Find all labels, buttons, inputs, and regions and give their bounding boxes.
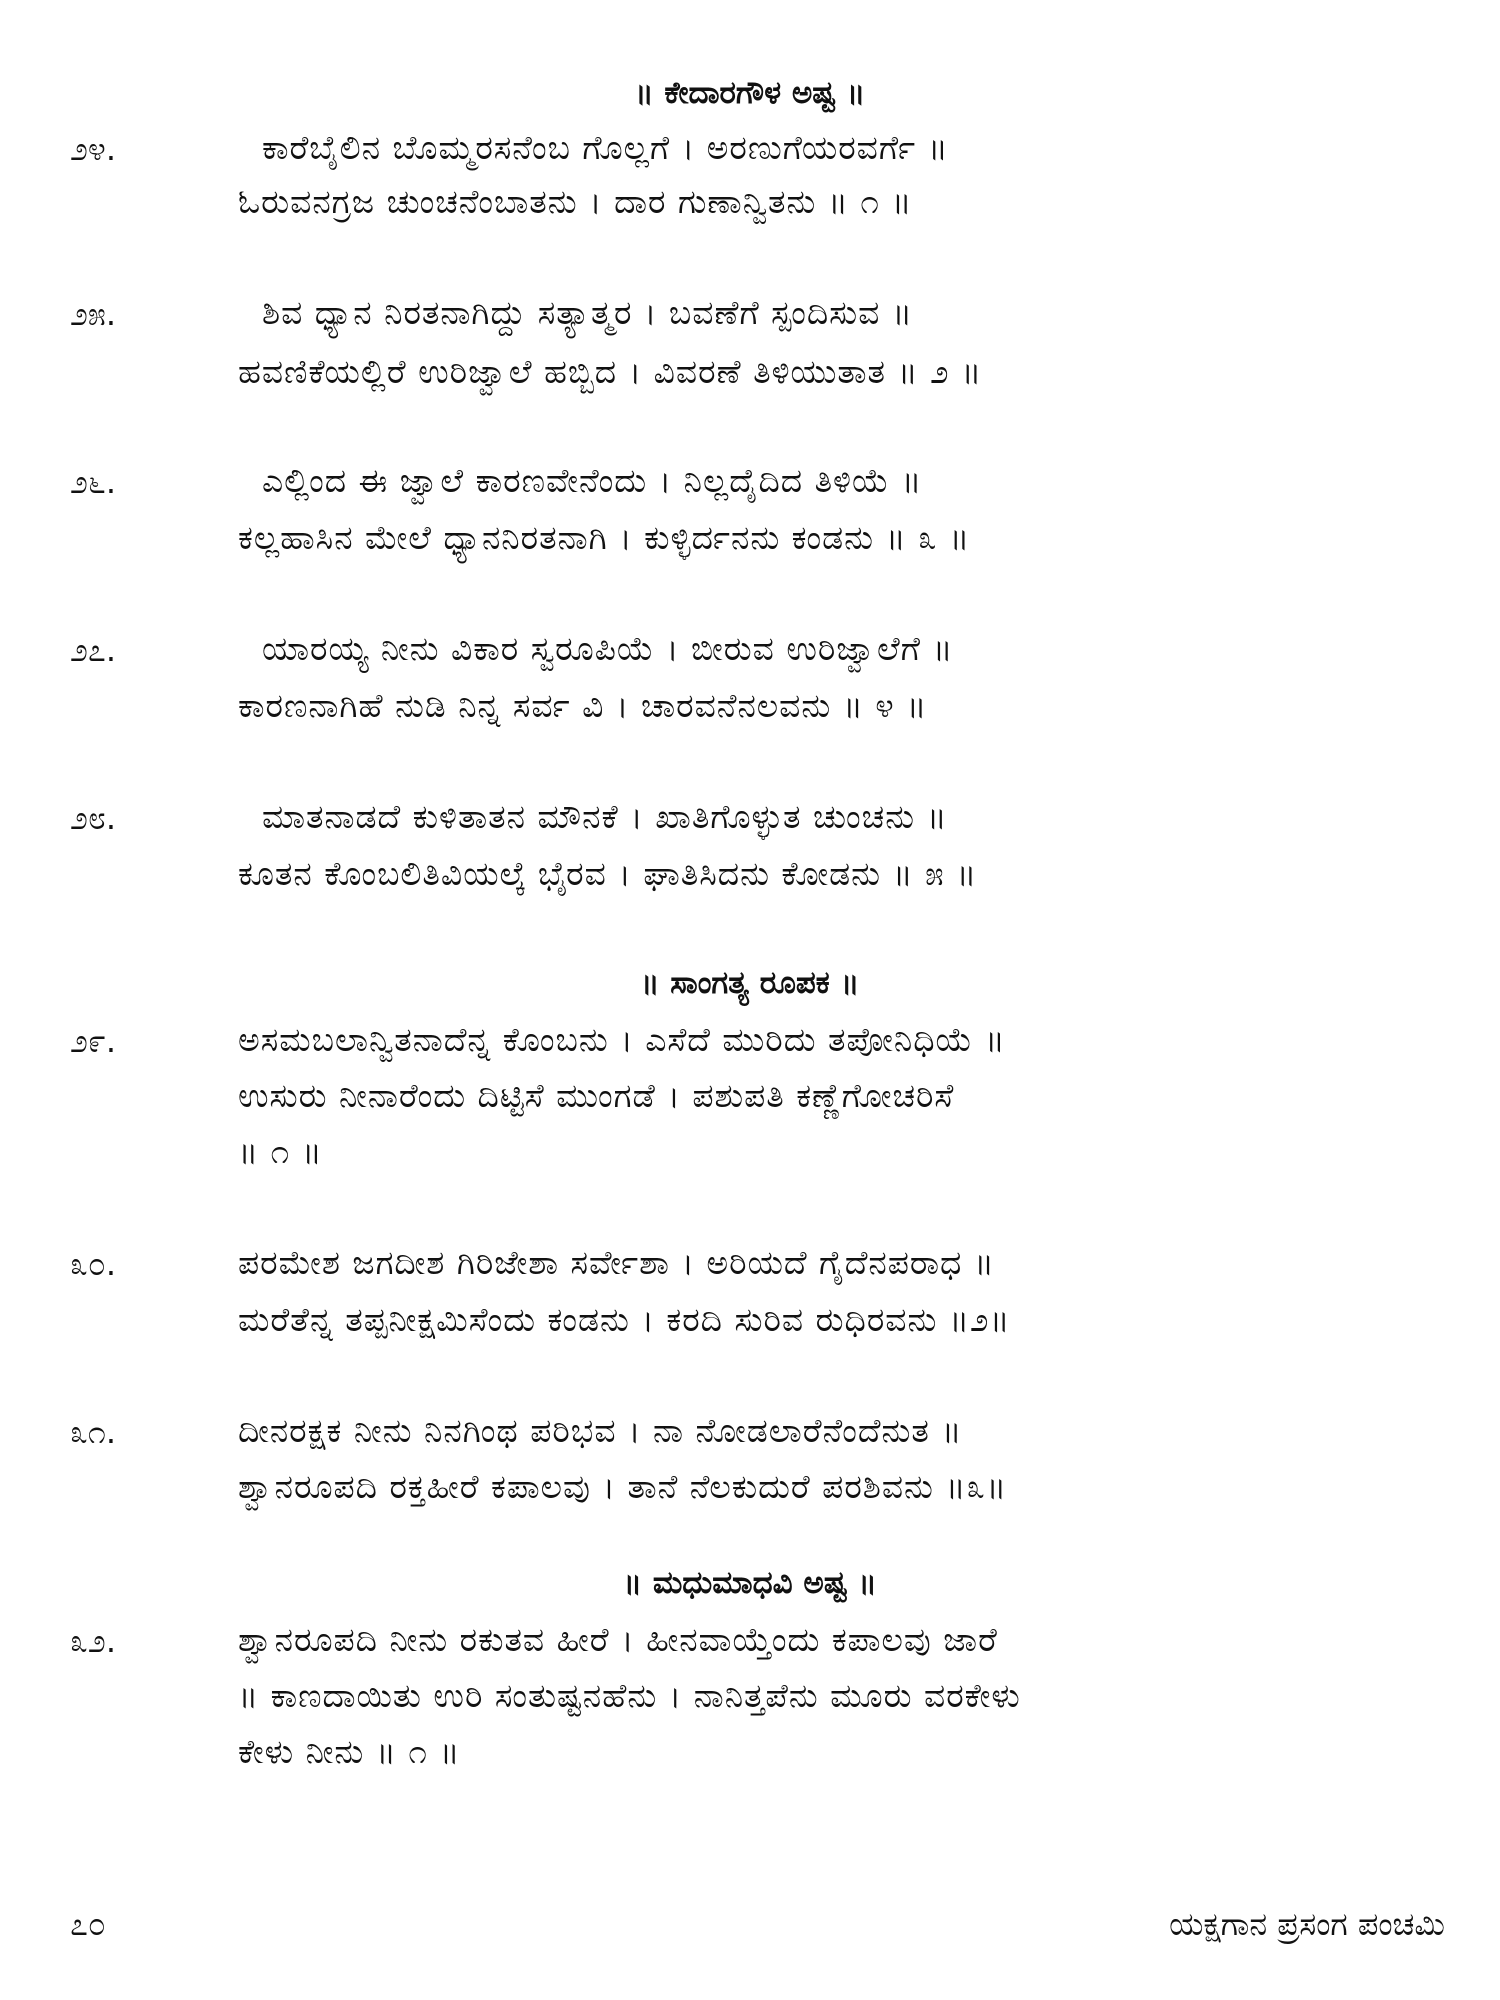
verse-line: ಓರುವನಗ್ರಜ ಚುಂಚನೆಂಬಾತನು । ದಾರ ಗುಣಾನ್ವಿತನು ॥ ೧ ॥: [238, 182, 913, 221]
verse-number: ೩೨.: [70, 1622, 117, 1660]
verse-line: ಎಲ್ಲಿಂದ ಈ ಜ್ವಾಲೆ ಕಾರಣವೇನೆಂದು । ನಿಲ್ಲದೈದಿದ ತಿಳಿಯೆ ॥: [262, 461, 923, 500]
verse-line: ಮರೆತೆನ್ನ ತಪ್ಪನೀಕ್ಷಮಿಸೆಂದು ಕಂಡನು । ಕರದಿ ಸುರಿವ ರುಧಿರವನು ॥೨॥: [238, 1300, 1011, 1339]
section-heading-madhumadhavi: ॥ ಮಧುಮಾಧವಿ ಅಷ್ಟ ॥: [623, 1565, 877, 1601]
verse-line: ॥ ೧ ॥: [238, 1132, 323, 1171]
verse-line: ಕಲ್ಲಹಾಸಿನ ಮೇಲೆ ಧ್ಯಾನನಿರತನಾಗಿ । ಕುಳ್ಳಿರ್ದನನು ಕಂಡನು ॥ ೩ ॥: [238, 518, 971, 557]
verse-line: ಶಿವ ಧ್ಯಾನ ನಿರತನಾಗಿದ್ದು ಸತ್ಯಾತ್ಮರ । ಬವಣೆಗೆ ಸ್ಪಂದಿಸುವ ॥: [262, 293, 913, 332]
verse-number: ೩೦.: [70, 1245, 117, 1283]
verse-number: ೨೪.: [70, 130, 117, 168]
verse-line: ಅಸಮಬಲಾನ್ವಿತನಾದೆನ್ನ ಕೊಂಬನು । ಎಸೆದೆ ಮುರಿದು ತಪೋನಿಧಿಯೆ ॥: [238, 1020, 1006, 1059]
verse-number: ೩೧.: [70, 1413, 117, 1451]
verse-number: ೨೬.: [70, 463, 117, 501]
page-number: ೭೦: [70, 1905, 106, 1943]
section-heading-sangatya: ॥ ಸಾಂಗತ್ಯ ರೂಪಕ ॥: [640, 965, 860, 1001]
book-title: ಯಕ್ಷಗಾನ ಪ್ರಸಂಗ ಪಂಚಮಿ: [1169, 1905, 1445, 1943]
verse-line: ಶ್ವಾನರೂಪದಿ ನೀನು ರಕುತವ ಹೀರೆ । ಹೀನವಾಯ್ತೆಂದು ಕಪಾಲವು ಜಾರೆ: [238, 1620, 998, 1659]
verse-line: ಯಾರಯ್ಯ ನೀನು ವಿಕಾರ ಸ್ವರೂಪಿಯೆ । ಬೀರುವ ಉರಿಜ್ವಾಲೆಗೆ ॥: [262, 629, 954, 668]
verse-line: ಶ್ವಾನರೂಪದಿ ರಕ್ತಹೀರೆ ಕಪಾಲವು । ತಾನೆ ನೆಲಕುದುರೆ ಪರಶಿವನು ॥೩॥: [238, 1467, 1008, 1506]
verse-line: ಉಸುರು ನೀನಾರೆಂದು ದಿಟ್ಟಿಸೆ ಮುಂಗಡೆ । ಪಶುಪತಿ ಕಣ್ಣೆಗೋಚರಿಸೆ: [238, 1076, 955, 1115]
verse-number: ೨೮.: [70, 799, 117, 837]
verse-line: ಕಾರೆಬೈಲಿನ ಬೊಮ್ಮರಸನೆಂಬ ಗೊಲ್ಲಗೆ । ಅರಣುಗೆಯರವರ್ಗೆ ॥: [262, 128, 949, 167]
verse-line: ಮಾತನಾಡದೆ ಕುಳಿತಾತನ ಮೌನಕೆ । ಖಾತಿಗೊಳ್ಳುತ ಚುಂಚನು ॥: [262, 797, 948, 836]
verse-line: ಕೂತನ ಕೊಂಬಲಿತಿವಿಯಲ್ಕೆ ಭೈರವ । ಘಾತಿಸಿದನು ಕೋಡನು ॥ ೫ ॥: [238, 854, 978, 893]
verse-line: ॥ ಕಾಣದಾಯಿತು ಉರಿ ಸಂತುಷ್ಟನಹೆನು । ನಾನಿತ್ತಪೆನು ಮೂರು ವರಕೇಳು: [238, 1676, 1021, 1715]
section-heading-kedaragaula: ॥ ಕೇದಾರಗೌಳ ಅಷ್ಟ ॥: [634, 75, 866, 111]
verse-line: ಹವಣಿಕೆಯಲ್ಲಿರೆ ಉರಿಜ್ವಾಲೆ ಹಬ್ಬಿದ । ವಿವರಣೆ ತಿಳಿಯುತಾತ ॥ ೨ ॥: [238, 352, 983, 391]
verse-line: ಪರಮೇಶ ಜಗದೀಶ ಗಿರಿಜೇಶಾ ಸರ್ವೇಶಾ । ಅರಿಯದೆ ಗೈದೆನಪರಾಧ ॥: [238, 1243, 995, 1282]
verse-line: ಕೇಳು ನೀನು ॥ ೧ ॥: [238, 1732, 461, 1771]
verse-number: ೨೭.: [70, 631, 117, 669]
verse-line: ದೀನರಕ್ಷಕ ನೀನು ನಿನಗಿಂಥ ಪರಿಭವ । ನಾ ನೋಡಲಾರೆನೆಂದೆನುತ ॥: [238, 1411, 963, 1450]
verse-number: ೨೫.: [70, 295, 117, 333]
verse-number: ೨೯.: [70, 1022, 117, 1060]
verse-line: ಕಾರಣನಾಗಿಹೆ ನುಡಿ ನಿನ್ನ ಸರ್ವ ವಿ । ಚಾರವನೆನಲವನು ॥ ೪ ॥: [238, 686, 928, 725]
